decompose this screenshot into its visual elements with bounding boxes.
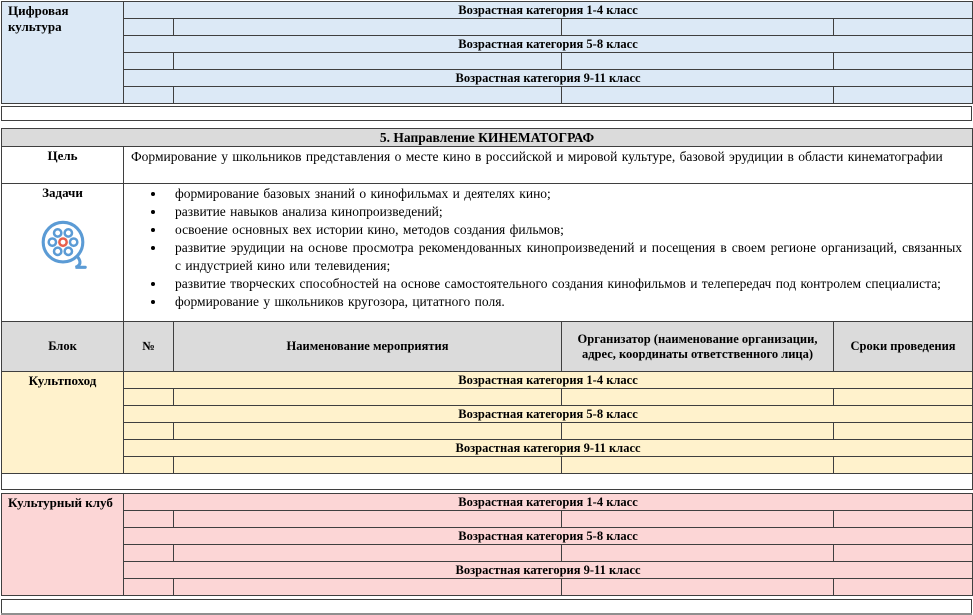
entry-row (2, 511, 973, 528)
dates-cell[interactable] (834, 87, 973, 104)
separator-row (2, 474, 973, 490)
organizer-cell[interactable] (562, 545, 834, 562)
block-label-kulturny-klub: Культурный клуб (2, 494, 124, 596)
entry-row (2, 579, 973, 596)
age-category-header-9-11: Возрастная категория 9-11 класс (124, 562, 973, 579)
age-header-row (2, 494, 973, 511)
dates-cell[interactable] (834, 389, 973, 406)
organizer-cell[interactable] (562, 19, 834, 36)
task-item: • развитие эрудиции на основе просмотра рекомендованных кинопроизведений и посещения в своем регионе организаций, связанных с индустрией кино или телевидения; (166, 239, 962, 275)
dates-cell[interactable] (834, 53, 973, 70)
number-cell[interactable] (124, 511, 174, 528)
dates-cell[interactable] (834, 19, 973, 36)
age-header-row (2, 70, 973, 87)
column-header-number: № (124, 322, 174, 372)
task-item: • формирование у школьников кругозора, цитатного поля. (166, 293, 962, 311)
dates-cell[interactable] (834, 457, 973, 474)
task-item: • развитие навыков анализа кинопроизведений; (166, 203, 962, 221)
age-category-header-1-4: Возрастная категория 1-4 класс (124, 372, 973, 389)
event-name-cell[interactable] (174, 545, 562, 562)
organizer-cell[interactable] (562, 457, 834, 474)
tasks-list (130, 185, 966, 311)
number-cell[interactable] (124, 19, 174, 36)
cinema-direction-table (1, 128, 973, 490)
event-name-cell[interactable] (174, 511, 562, 528)
entry-row (2, 87, 973, 104)
event-name-cell[interactable] (174, 53, 562, 70)
column-header-organizer: Организатор (наименование организации, адрес, координаты ответственного лица) (562, 322, 834, 372)
direction-title: 5. Направление КИНЕМАТОГРАФ (2, 129, 973, 147)
section-label-digital-culture: Цифровая культура (2, 2, 124, 104)
empty-separator-cell (2, 600, 972, 614)
age-header-row (2, 372, 973, 389)
dates-cell[interactable] (834, 423, 973, 440)
number-cell[interactable] (124, 53, 174, 70)
number-cell[interactable] (124, 579, 174, 596)
age-category-header-5-8: Возрастная категория 5-8 класс (124, 528, 973, 545)
tasks-label-cell (2, 184, 124, 322)
column-header-event-name: Наименование мероприятия (174, 322, 562, 372)
goal-row (2, 147, 973, 184)
empty-separator-cell (2, 474, 973, 490)
organizer-cell[interactable] (562, 579, 834, 596)
number-cell[interactable] (124, 545, 174, 562)
organizer-cell[interactable] (562, 53, 834, 70)
digital-culture-section-table (1, 1, 973, 104)
block-label-kultpohod: Культпоход (2, 372, 124, 474)
entry-row (2, 389, 973, 406)
age-header-row (2, 2, 973, 19)
age-header-row (2, 36, 973, 53)
number-cell[interactable] (124, 423, 174, 440)
age-category-header-1-4: Возрастная категория 1-4 класс (124, 494, 973, 511)
event-name-cell[interactable] (174, 389, 562, 406)
organizer-cell[interactable] (562, 389, 834, 406)
number-cell[interactable] (124, 457, 174, 474)
age-header-row (2, 528, 973, 545)
goal-text: Формирование у школьников представления о месте кино в российской и мировой культуре, базовой эрудиции в области кинематографии (124, 147, 973, 184)
tasks-list-cell (124, 184, 973, 322)
entry-row (2, 19, 973, 36)
task-item: • формирование базовых знаний о кинофильмах и деятелях кино; (166, 185, 962, 203)
bottom-separator-row-table (1, 599, 972, 615)
age-header-row (2, 440, 973, 457)
age-category-header-5-8: Возрастная категория 5-8 класс (124, 406, 973, 423)
event-name-cell[interactable] (174, 579, 562, 596)
column-header-block: Блок (2, 322, 124, 372)
age-category-header-9-11: Возрастная категория 9-11 класс (124, 70, 973, 87)
goal-label: Цель (2, 147, 124, 184)
organizer-cell[interactable] (562, 511, 834, 528)
event-name-cell[interactable] (174, 423, 562, 440)
number-cell[interactable] (124, 87, 174, 104)
age-category-header-9-11: Возрастная категория 9-11 класс (124, 440, 973, 457)
dates-cell[interactable] (834, 545, 973, 562)
entry-row (2, 545, 973, 562)
separator-row-table (1, 106, 972, 121)
event-name-cell[interactable] (174, 457, 562, 474)
column-header-row (2, 322, 973, 372)
empty-separator-cell (2, 107, 972, 121)
tasks-label: Задачи (42, 185, 83, 200)
age-category-header-5-8: Возрастная категория 5-8 класс (124, 36, 973, 53)
tasks-row (2, 184, 973, 322)
task-item: • развитие творческих способностей на основе самостоятельного создания кинофильмов и телепередач под контролем специалиста; (166, 275, 962, 293)
entry-row (2, 457, 973, 474)
entry-row (2, 53, 973, 70)
dates-cell[interactable] (834, 579, 973, 596)
event-name-cell[interactable] (174, 19, 562, 36)
entry-row (2, 423, 973, 440)
task-item: • освоение основных вех истории кино, методов создания фильмов; (166, 221, 962, 239)
number-cell[interactable] (124, 389, 174, 406)
age-header-row (2, 562, 973, 579)
kulturny-klub-section-table (1, 493, 973, 596)
age-category-header-1-4: Возрастная категория 1-4 класс (124, 2, 973, 19)
organizer-cell[interactable] (562, 87, 834, 104)
column-header-dates: Сроки проведения (834, 322, 973, 372)
direction-title-row (2, 129, 973, 147)
dates-cell[interactable] (834, 511, 973, 528)
film-reel-icon (34, 215, 92, 277)
event-name-cell[interactable] (174, 87, 562, 104)
age-header-row (2, 406, 973, 423)
organizer-cell[interactable] (562, 423, 834, 440)
